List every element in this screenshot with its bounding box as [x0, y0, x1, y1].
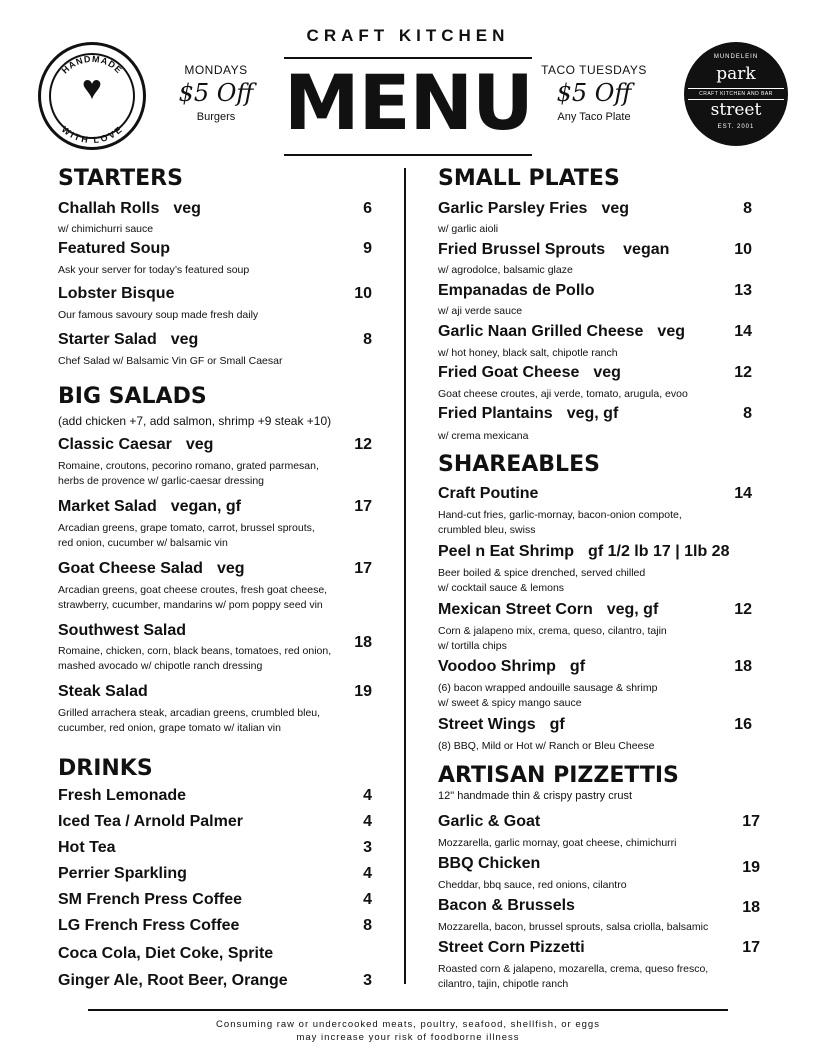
drink-price: 3: [363, 839, 372, 856]
promo-day: TACO TUESDAYS: [541, 63, 647, 77]
drink-price: 4: [363, 891, 372, 908]
desc-line: Corn & jalapeno mix, crema, queso, cilantro, tajin: [438, 625, 667, 637]
item-price: 10: [354, 285, 372, 302]
desc-line: red onion, cucumber w/ balsamic vin: [58, 537, 228, 549]
item-name: Voodoo Shrimp: [438, 658, 556, 675]
drink-item: Ginger Ale, Root Beer, Orange: [58, 972, 288, 989]
footer-disclaimer: [0, 1018, 816, 1044]
desc-line: Roasted corn & jalapeno, mozarella, crema, queso fresco,: [438, 963, 709, 975]
item-tag: veg: [216, 560, 245, 577]
item-description: Goat cheese croutes, aji verde, tomato, arugula, evoo: [438, 388, 688, 400]
item-description: [58, 583, 327, 613]
menu-item: [438, 405, 618, 423]
item-price: 12: [734, 601, 752, 618]
item-description: [58, 706, 320, 736]
desc-line: herbs de provence w/ garlic-caesar dressing: [58, 475, 265, 487]
item-description: w/ garlic aioli: [438, 223, 499, 235]
item-price: 10: [734, 241, 752, 258]
desc-line: cilantro, tajin, chipotle ranch: [438, 978, 569, 990]
promo-mondays: [166, 63, 266, 123]
item-price: 9: [363, 240, 372, 257]
menu-item: [58, 683, 148, 701]
desc-line: Hand-cut fries, garlic-mornay, bacon-onion compote,: [438, 509, 682, 521]
badge-bottom-text: WITH LOVE: [59, 124, 125, 146]
menu-item: [58, 436, 213, 454]
section-title-small-plates: SMALL PLATES: [438, 166, 620, 191]
desc-line: Romaine, croutons, pecorino romano, grated parmesan,: [58, 460, 319, 472]
item-price: 8: [743, 200, 752, 217]
desc-line: w/ sweet & spicy mango sauce: [438, 697, 582, 709]
section-title-shareables: SHAREABLES: [438, 452, 600, 477]
desc-line: Arcadian greens, grape tomato, carrot, brussel sprouts,: [58, 522, 315, 534]
park-street-logo: [684, 42, 788, 146]
item-description: w/ agrodolce, balsamic glaze: [438, 264, 573, 276]
desc-line: w/ tortilla chips: [438, 640, 507, 652]
menu-item: [438, 897, 575, 915]
item-name: Empanadas de Pollo: [438, 282, 595, 299]
item-description: [58, 459, 319, 489]
item-description: w/ hot honey, black salt, chipotle ranch: [438, 347, 618, 359]
item-description: [438, 962, 760, 992]
item-tag: veg: [173, 200, 201, 217]
desc-line: strawberry, cucumber, mandarins w/ pom poppy seed vin: [58, 599, 323, 611]
svg-text:WITH LOVE: [60, 124, 125, 145]
heart-icon: ♥: [81, 69, 103, 107]
promo-amount: $5 Off: [556, 79, 632, 107]
logo-name-street: street: [710, 100, 762, 120]
page-title: MENU: [284, 58, 533, 147]
desc-line: Grilled arrachera steak, arcadian greens, crumbled bleu,: [58, 707, 321, 719]
brand-name: CRAFT KITCHEN: [306, 26, 510, 45]
menu-item: [438, 282, 594, 300]
menu-item: [58, 331, 198, 349]
menu-item: [438, 658, 585, 676]
item-price: 18: [734, 658, 752, 675]
item-price: 17: [354, 560, 372, 577]
menu-item: [438, 543, 729, 561]
drink-price: 8: [363, 917, 372, 934]
drink-item: Perrier Sparkling: [58, 865, 187, 882]
section-title-big-salads: BIG SALADS: [58, 384, 207, 409]
item-tag: veg: [593, 364, 621, 381]
drink-item: Coca Cola, Diet Coke, Sprite: [58, 945, 274, 962]
item-description: Ask your server for today’s featured soup: [58, 264, 250, 276]
drink-item: Iced Tea / Arnold Palmer: [58, 813, 243, 830]
drink-price: 4: [363, 865, 372, 882]
menu-item: [58, 285, 174, 303]
promo-taco-tuesdays: [540, 63, 648, 123]
item-name: Featured Soup: [58, 240, 171, 257]
item-description: Mozzarella, garlic mornay, goat cheese, chimichurri: [438, 837, 677, 849]
item-name: Garlic & Goat: [438, 813, 541, 830]
item-tag: gf: [549, 716, 565, 733]
drink-item: Hot Tea: [58, 839, 116, 856]
item-tag: veg: [657, 323, 685, 340]
menu-item: [58, 498, 241, 516]
item-name: Market Salad: [58, 498, 157, 515]
item-name: Bacon & Brussels: [438, 897, 575, 914]
menu-item: [438, 939, 585, 957]
desc-line: Beer boiled & spice drenched, served chilled: [438, 567, 646, 579]
item-name: BBQ Chicken: [438, 855, 541, 872]
menu-item: [438, 716, 565, 734]
item-tag: veg: [185, 436, 214, 453]
promo-item: Any Taco Plate: [557, 111, 631, 123]
item-description: [438, 508, 682, 538]
badge-top-text: HANDMADE: [59, 53, 125, 76]
menu-item: [438, 813, 540, 831]
drink-price: 3: [363, 972, 372, 989]
drink-item: Fresh Lemonade: [58, 787, 187, 804]
item-price: 12: [734, 364, 752, 381]
desc-line: Arcadian greens, goat cheese croutes, fresh goat cheese,: [58, 584, 328, 596]
item-name: Classic Caesar: [58, 436, 172, 453]
item-description: w/ crema mexicana: [438, 430, 529, 442]
section-note: (add chicken +7, add salmon, shrimp +9 steak +10): [58, 414, 332, 428]
menu-item: [58, 560, 245, 578]
menu-item: [58, 200, 201, 218]
item-price: 17: [742, 813, 760, 830]
item-name: Fried Plantains: [438, 405, 553, 422]
logo-tagline: CRAFT KITCHEN AND BAR: [688, 88, 784, 100]
item-name: Street Corn Pizzetti: [438, 939, 585, 956]
item-name: Southwest Salad: [58, 622, 187, 639]
item-name: Challah Rolls: [58, 200, 160, 217]
item-price: 17: [354, 498, 372, 515]
menu-item: [438, 855, 540, 873]
drink-item: LG French Fress Coffee: [58, 917, 240, 934]
item-name: Starter Salad: [58, 331, 157, 348]
item-description: Chef Salad w/ Balsamic Vin GF or Small Caesar: [58, 355, 283, 367]
item-description: Mozzarella, bacon, brussel sprouts, salsa criolla, balsamic: [438, 921, 709, 933]
item-price: 14: [734, 323, 752, 340]
disclaimer-line: Consuming raw or undercooked meats, poultry, seafood, shellfish, or eggs: [216, 1019, 600, 1030]
item-description: [438, 681, 657, 711]
menu-item: [58, 240, 170, 258]
item-description: (8) BBQ, Mild or Hot w/ Ranch or Bleu Cheese: [438, 740, 655, 752]
item-price: 18: [354, 634, 372, 651]
menu-item: [438, 601, 658, 619]
menu-item: [438, 364, 621, 382]
handmade-badge-logo: [38, 42, 146, 150]
menu-item: [438, 323, 685, 341]
item-name: Peel n Eat Shrimp: [438, 543, 575, 560]
item-description: Our famous savoury soup made fresh daily: [58, 309, 259, 321]
menu-item: [438, 200, 629, 218]
footer-rule: [88, 1009, 728, 1011]
item-tag: veg, gf: [566, 405, 619, 422]
desc-line: Romaine, chicken, corn, black beans, tomatoes, red onion,: [58, 645, 332, 657]
item-description: w/ chimichurri sauce: [58, 223, 154, 235]
promo-day: MONDAYS: [184, 63, 248, 77]
desc-line: (6) bacon wrapped andouille sausage & shrimp: [438, 682, 658, 694]
section-title-pizzettis: ARTISAN PIZZETTIS: [438, 763, 679, 788]
promo-amount: $5 Off: [178, 79, 254, 107]
item-tag: gf: [569, 658, 586, 675]
drink-price: 4: [363, 813, 372, 830]
menu-item: [438, 241, 669, 259]
section-note: 12" handmade thin & crispy pastry crust: [438, 790, 633, 802]
item-description: [58, 521, 315, 551]
item-name: Street Wings: [438, 716, 536, 733]
desc-line: mashed avocado w/ chipotle ranch dressing: [58, 660, 263, 672]
section-title-drinks: DRINKS: [58, 756, 153, 781]
item-price: 8: [363, 331, 372, 348]
item-name: Fried Brussel Sprouts: [438, 241, 606, 258]
item-price: 17: [742, 939, 760, 956]
item-tag: veg, gf: [606, 601, 659, 618]
promo-item: Burgers: [196, 111, 236, 123]
title-rule-bottom: [284, 154, 532, 156]
logo-established: EST. 2001: [717, 124, 755, 130]
item-name: Mexican Street Corn: [438, 601, 593, 618]
item-tag: veg: [170, 331, 199, 348]
item-price: 8: [743, 405, 752, 422]
item-name: Fried Goat Cheese: [438, 364, 580, 381]
menu-item: [438, 485, 538, 503]
logo-city: MUNDELEIN: [713, 54, 759, 60]
item-price: 12: [354, 436, 372, 453]
menu-item: [58, 622, 186, 640]
item-name: Garlic Naan Grilled Cheese: [438, 323, 644, 340]
desc-line: cucumber, red onion, grape tomato w/ italian vin: [58, 722, 281, 734]
item-description: [438, 566, 645, 596]
item-tag: vegan: [623, 241, 670, 258]
item-name: Goat Cheese Salad: [58, 560, 203, 577]
item-name: Lobster Bisque: [58, 285, 175, 302]
item-price: 19: [354, 683, 372, 700]
desc-line: w/ cocktail sauce & lemons: [438, 582, 565, 594]
drink-item: SM French Press Coffee: [58, 891, 243, 908]
disclaimer-line: may increase your risk of foodborne illness: [296, 1032, 520, 1043]
item-name: Craft Poutine: [438, 485, 539, 502]
item-price: 19: [742, 859, 760, 876]
column-divider: [404, 168, 406, 984]
item-tag: gf 1/2 lb 17 | 1lb 28: [588, 543, 730, 560]
item-price: 14: [734, 485, 752, 502]
item-price: 6: [363, 200, 372, 217]
item-description: [438, 624, 667, 654]
item-price: 16: [734, 716, 752, 733]
item-tag: veg: [601, 200, 630, 217]
logo-name-park: park: [716, 64, 756, 84]
item-name: Steak Salad: [58, 683, 148, 700]
item-description: w/ aji verde sauce: [438, 305, 523, 317]
item-price: 18: [742, 899, 760, 916]
item-description: Cheddar, bbq sauce, red onions, cilantro: [438, 879, 627, 891]
item-price: 13: [734, 282, 752, 299]
desc-line: crumbled bleu, swiss: [438, 524, 536, 536]
item-name: Garlic Parsley Fries: [438, 200, 588, 217]
section-title-starters: STARTERS: [58, 166, 183, 191]
item-description: [58, 644, 374, 674]
item-tag: vegan, gf: [170, 498, 241, 515]
drink-price: 4: [363, 787, 372, 804]
